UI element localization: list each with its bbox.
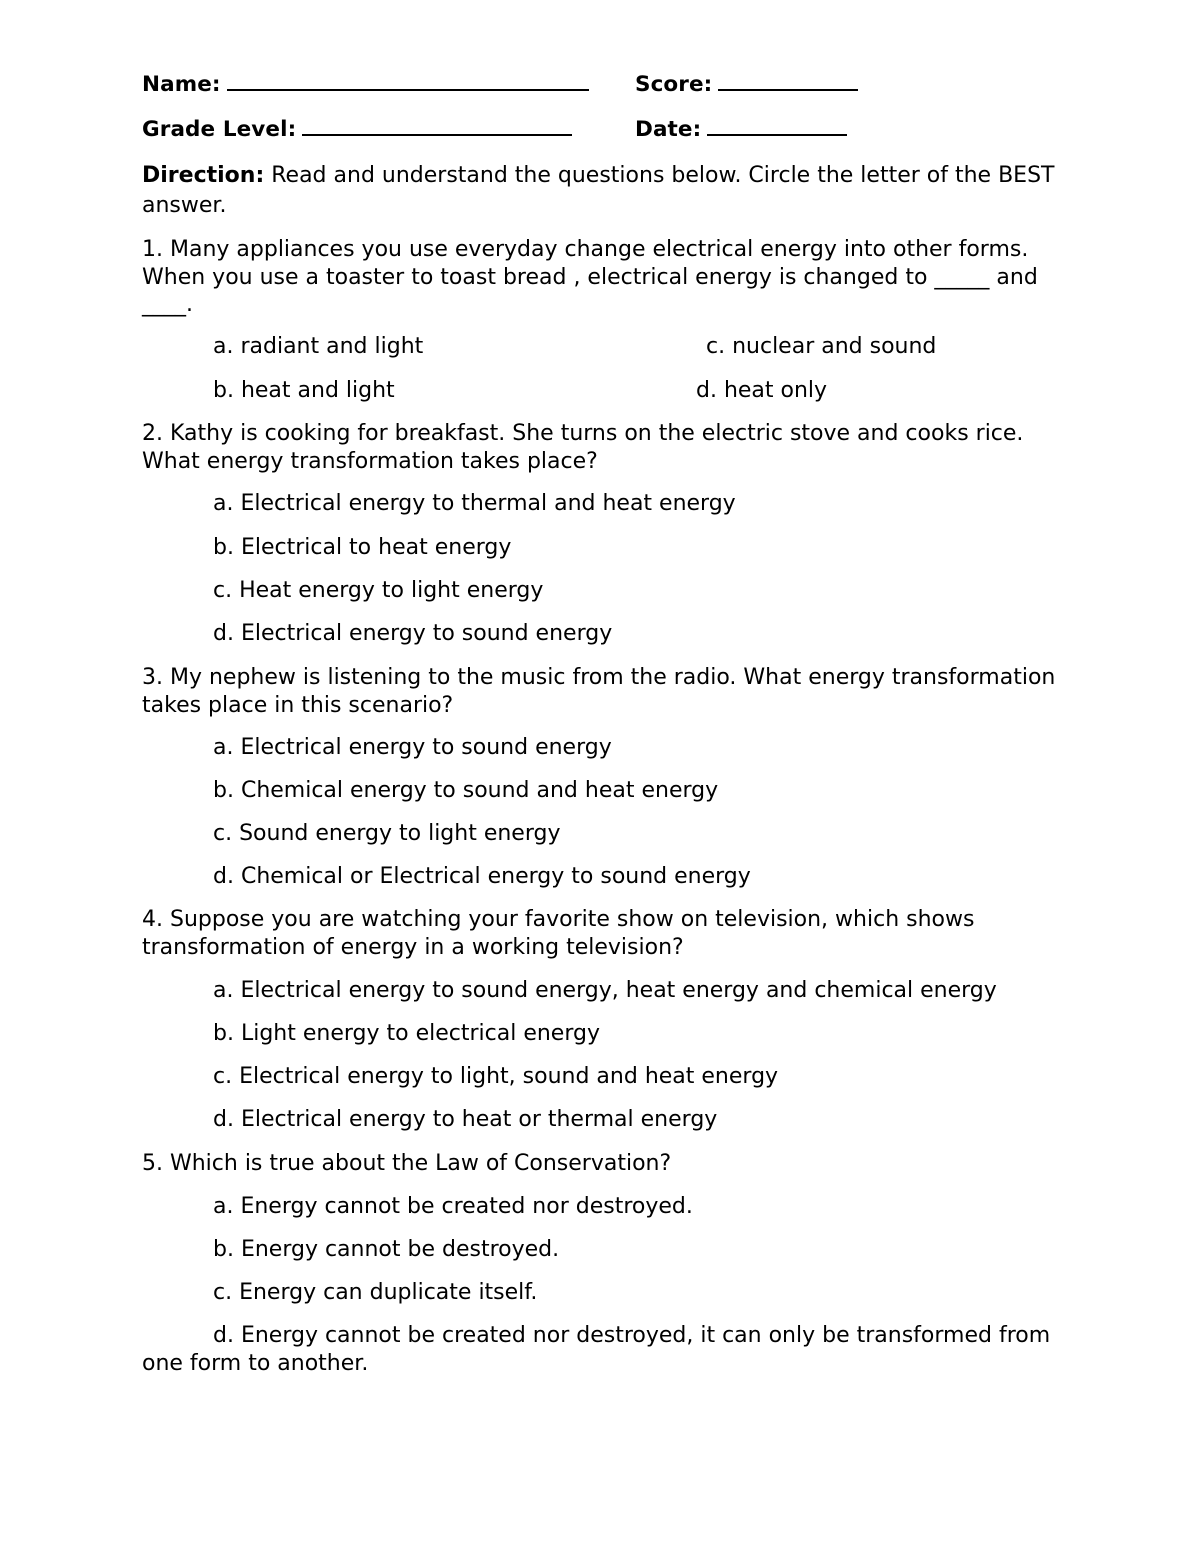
grade-row [142,116,572,144]
name-label: Name: [142,72,221,97]
direction-text: Read and understand the questions below. Circle the letter of the BEST answer. [142,163,1055,218]
q1-option-b[interactable]: b. heat and light [213,378,395,403]
grade-label: Grade Level: [142,117,297,142]
date-row [635,116,847,144]
worksheet-page [142,0,1072,1553]
direction [142,161,1062,221]
q2-option-b[interactable]: b. Electrical to heat energy [213,535,512,560]
q3-option-a[interactable]: a. Electrical energy to sound energy [213,735,612,760]
q3-option-b[interactable]: b. Chemical energy to sound and heat energy [213,778,719,803]
q2-option-d[interactable]: d. Electrical energy to sound energy [213,621,613,646]
q2-option-a[interactable]: a. Electrical energy to thermal and heat energy [213,491,736,516]
name-blank [227,71,589,91]
q4-option-b[interactable]: b. Light energy to electrical energy [213,1021,600,1046]
question-2: 2. Kathy is cooking for breakfast. She turns on the electric stove and cooks rice. What energy transformation takes place? [142,421,1024,474]
question-5: 5. Which is true about the Law of Conservation? [142,1151,672,1176]
score-blank [718,71,858,91]
name-row [142,71,589,99]
score-row [635,71,858,99]
q4-option-a[interactable]: a. Electrical energy to sound energy, heat energy and chemical energy [213,978,997,1003]
q2-option-c[interactable]: c. Heat energy to light energy [213,578,544,603]
q5-option-a[interactable]: a. Energy cannot be created nor destroyed. [213,1194,693,1219]
q4-option-d[interactable]: d. Electrical energy to heat or thermal energy [213,1107,718,1132]
date-label: Date: [635,117,702,142]
score-label: Score: [635,72,713,97]
q1-option-d[interactable]: d. heat only [696,378,828,403]
q1-option-c[interactable]: c. nuclear and sound [706,334,937,359]
q5-option-c[interactable]: c. Energy can duplicate itself. [213,1280,538,1305]
grade-blank [302,116,572,136]
question-1: 1. Many appliances you use everyday change electrical energy into other forms. When you use a toaster to toast bread , electrical energy is changed to _____ and ____. [142,237,1038,317]
direction-label: Direction: [142,163,265,188]
q3-option-c[interactable]: c. Sound energy to light energy [213,821,561,846]
q5-option-b[interactable]: b. Energy cannot be destroyed. [213,1237,560,1262]
date-blank [707,116,847,136]
q3-option-d[interactable]: d. Chemical or Electrical energy to sound energy [213,864,751,889]
question-4: 4. Suppose you are watching your favorite show on television, which shows transformation of energy in a working television? [142,907,975,960]
question-3: 3. My nephew is listening to the music from the radio. What energy transformation takes place in this scenario? [142,665,1056,718]
q4-option-c[interactable]: c. Electrical energy to light, sound and heat energy [213,1064,779,1089]
q1-option-a[interactable]: a. radiant and light [213,334,424,359]
q5-option-d[interactable]: d. Energy cannot be created nor destroyed, it can only be transformed from one form to another. [142,1323,1051,1376]
